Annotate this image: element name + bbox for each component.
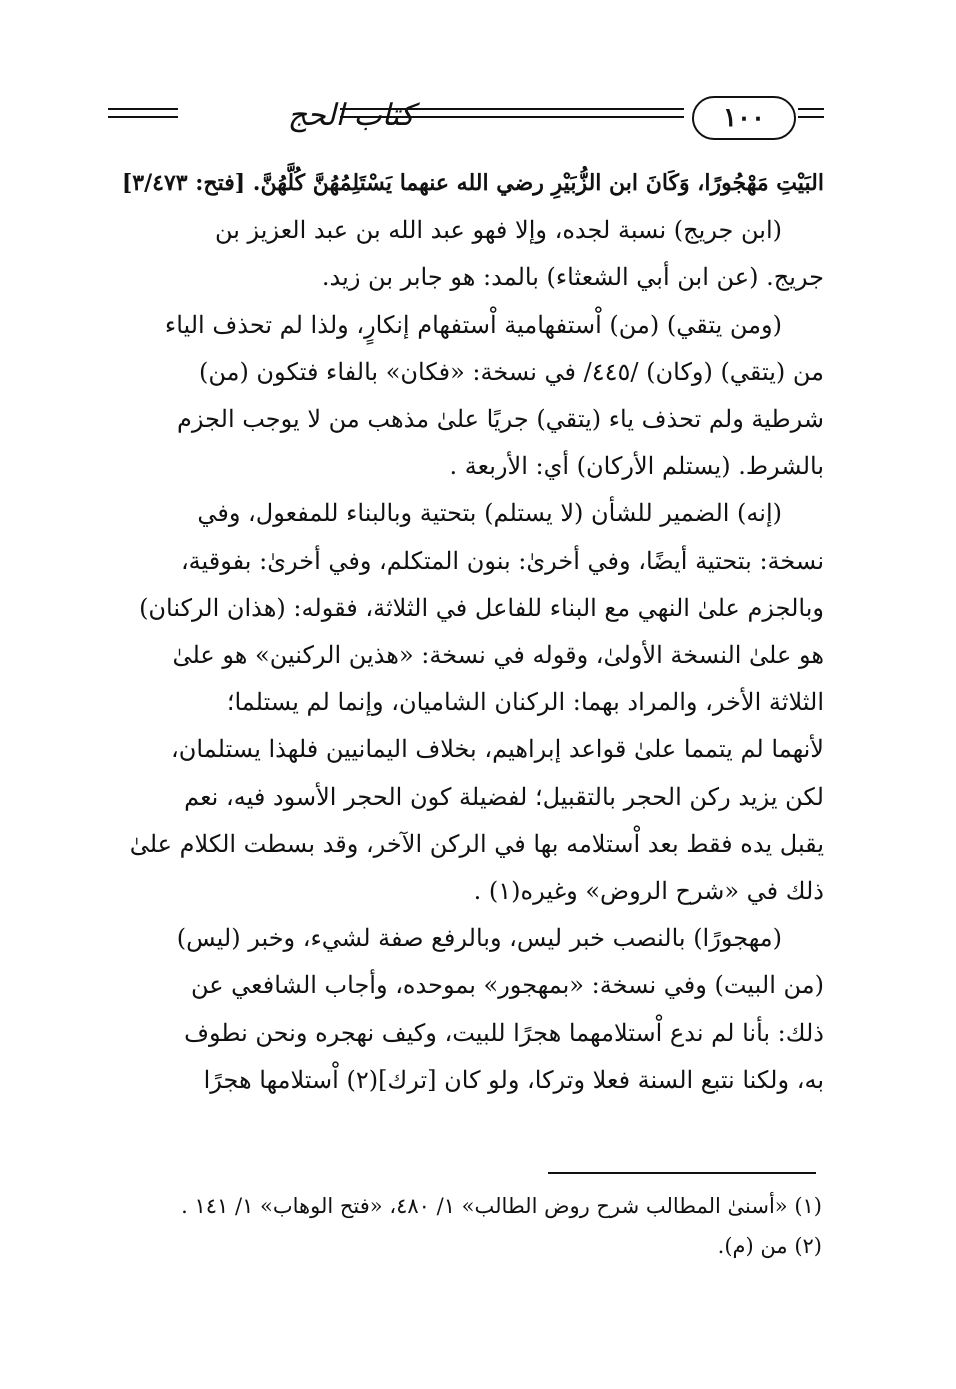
book-title: كتاب الحج xyxy=(287,98,415,133)
footnote-separator xyxy=(548,1172,816,1174)
text-line: وبالجزم علىٰ النهي مع البناء للفاعل في الثلاثة، فقوله: (هذان الركنان) xyxy=(139,593,824,622)
text-line: الثلاثة الأخر، والمراد بهما: الركنان الشاميان، وإنما لم يستلما؛ xyxy=(226,688,824,717)
header-rule-right-lower xyxy=(798,116,824,118)
text-line: (من البيت) وفي نسخة: «بمهجور» بموحده، وأجاب الشافعي عن xyxy=(190,971,824,1000)
footnote: (١) «أسنىٰ المطالب شرح روض الطالب» ١/ ٤٨٠، «فتح الوهاب» ١/ ١٤١ . xyxy=(181,1194,822,1218)
text-line: من (يتقي) (وكان) /٤٤٥/ في نسخة: «فكان» بالفاء فتكون (من) xyxy=(198,357,824,386)
text-line: (ابن جريج) نسبة لجده، وإلا فهو عبد الله بن عبد العزيز بن xyxy=(214,216,782,245)
page-number: ١٠٠ xyxy=(692,96,796,140)
text-line: شرطية ولم تحذف ياء (يتقي) جريًا علىٰ مذهب من لا يوجب الجزم xyxy=(177,405,824,434)
text-line: البَيْتِ مَهْجُورًا، وَكَانَ ابن الزُّبَيْرِ رضي الله عنهما يَسْتَلِمُهُنَّ كُلَّهُنَّ. [فتح: ٣/٤٧٣] xyxy=(121,170,824,196)
page-header xyxy=(108,94,824,144)
text-line: بالشرط. (يستلم الأركان) أي: الأربعة . xyxy=(449,452,824,481)
body-text xyxy=(106,160,824,1104)
text-line: (مهجورًا) بالنصب خبر ليس، وبالرفع صفة لشيء، وخبر (ليس) xyxy=(176,924,782,953)
footnotes xyxy=(106,1186,822,1266)
text-line: يقبل يده فقط بعد اْستلامه بها في الركن الآخر، وقد بسطت الكلام علىٰ xyxy=(129,829,824,858)
text-line: نسخة: بتحتية أيضًا، وفي أخرىٰ: بنون المتكلم، وفي أخرىٰ: بفوقية، xyxy=(180,546,824,575)
header-rule-left-lower xyxy=(108,116,178,118)
text-line: جريج. (عن ابن أبي الشعثاء) بالمد: هو جابر بن زيد. xyxy=(321,263,824,292)
header-rule-middle-lower xyxy=(340,116,684,118)
header-rule-left xyxy=(108,108,178,110)
text-line: لكن يزيد ركن الحجر بالتقبيل؛ لفضيلة كون الحجر الأسود فيه، نعم xyxy=(184,782,824,811)
text-line: (ومن يتقي) (من) اْستفهامية اْستفهام إنكارٍ، ولذا لم تحذف الياء xyxy=(164,310,782,339)
header-rule-right xyxy=(798,108,824,110)
text-line: ذلك في «شرح الروض» وغيره(١) . xyxy=(473,877,824,906)
header-rule-middle xyxy=(340,108,684,110)
text-line: (إنه) الضمير للشأن (لا يستلم) بتحتية وبالبناء للمفعول، وفي xyxy=(197,499,782,528)
text-line: لأنهما لم يتمما علىٰ قواعد إبراهيم، بخلاف اليمانيين فلهذا يستلمان، xyxy=(171,735,824,764)
footnote: (٢) من (م). xyxy=(717,1234,822,1258)
text-line: ذلك: بأنا لم ندع اْستلامهما هجرًا للبيت، وكيف نهجره ونحن نطوف xyxy=(184,1018,824,1047)
text-line: به، ولكنا نتبع السنة فعلا وتركا، ولو كان [ترك](٢) اْستلامها هجرًا xyxy=(203,1065,824,1094)
text-line: هو علىٰ النسخة الأولىٰ، وقوله في نسخة: «هذين الركنين» هو علىٰ xyxy=(172,641,824,670)
